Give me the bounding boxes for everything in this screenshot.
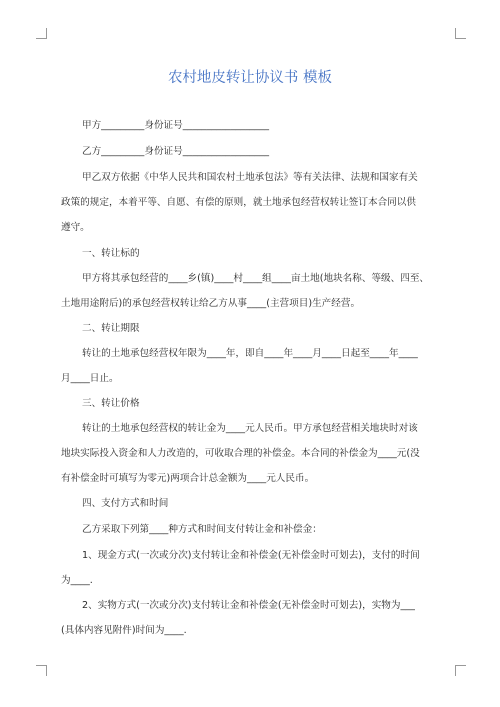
section-heading: 四、支付方式和时间 — [82, 498, 169, 509]
section-heading: 一、转让标的 — [82, 248, 140, 259]
crop-mark-top-right — [455, 28, 466, 39]
paragraph-line: 转让的土地承包经营权年限为____年，即自____年____月____日起至____年____ — [82, 348, 418, 359]
paragraph-line: 转让的土地承包经营权的转让金为____元人民币。甲方承包经营相关地块时对该 — [82, 423, 418, 434]
document-title: 农村地皮转让协议书 模板 — [167, 70, 333, 86]
paragraph-line: 遵守。 — [61, 222, 90, 233]
section-heading: 三、转让价格 — [82, 398, 140, 409]
crop-mark-top-left — [36, 28, 47, 39]
paragraph-line: 甲方将其承包经营的____乡(镇)____村____组____亩土地(地块名称、等级、四至、 — [82, 273, 430, 284]
paragraph-line: 1、现金方式(一次或分次)支付转让金和补偿金(无补偿金时可划去)，支付的时间 — [82, 550, 420, 561]
paragraph-line: 地块实际投入资金和人力改造的，可收取合理的补偿金。本合同的补偿金为____元(没 — [61, 448, 420, 459]
paragraph-line: (具体内容见附件)时间为____. — [61, 625, 187, 636]
crop-mark-bottom-left — [36, 665, 47, 676]
paragraph-line: 2、实物方式(一次或分次)支付转让金和补偿金(无补偿金时可划去)，实物为___ — [82, 600, 415, 611]
paragraph-line: 为____. — [61, 575, 93, 586]
paragraph-line: 月____日止。 — [61, 373, 119, 384]
paragraph-line: 政策的规定，本着平等、自愿、有偿的原则，就土地承包经营权转让签订本合同以供 — [61, 197, 416, 208]
paragraph-line: 有补偿金时可填写为零元)两项合计总金额为____元人民币。 — [61, 473, 315, 484]
party-b-line: 乙方_________身份证号__________________ — [82, 146, 270, 157]
party-a-line: 甲方_________身份证号__________________ — [82, 120, 270, 131]
paragraph-line: 乙方采取下列第____种方式和时间支付转让金和补偿金： — [82, 524, 322, 535]
paragraph-line: 甲乙双方依据《中华人民共和国农村土地承包法》等有关法律、法规和国家有关 — [82, 172, 418, 183]
crop-mark-bottom-right — [455, 665, 466, 676]
section-heading: 二、转让期限 — [82, 323, 140, 334]
paragraph-line: 土地用途附后)的承包经营权转让给乙方从事____(主营项目)生产经营。 — [61, 298, 361, 309]
